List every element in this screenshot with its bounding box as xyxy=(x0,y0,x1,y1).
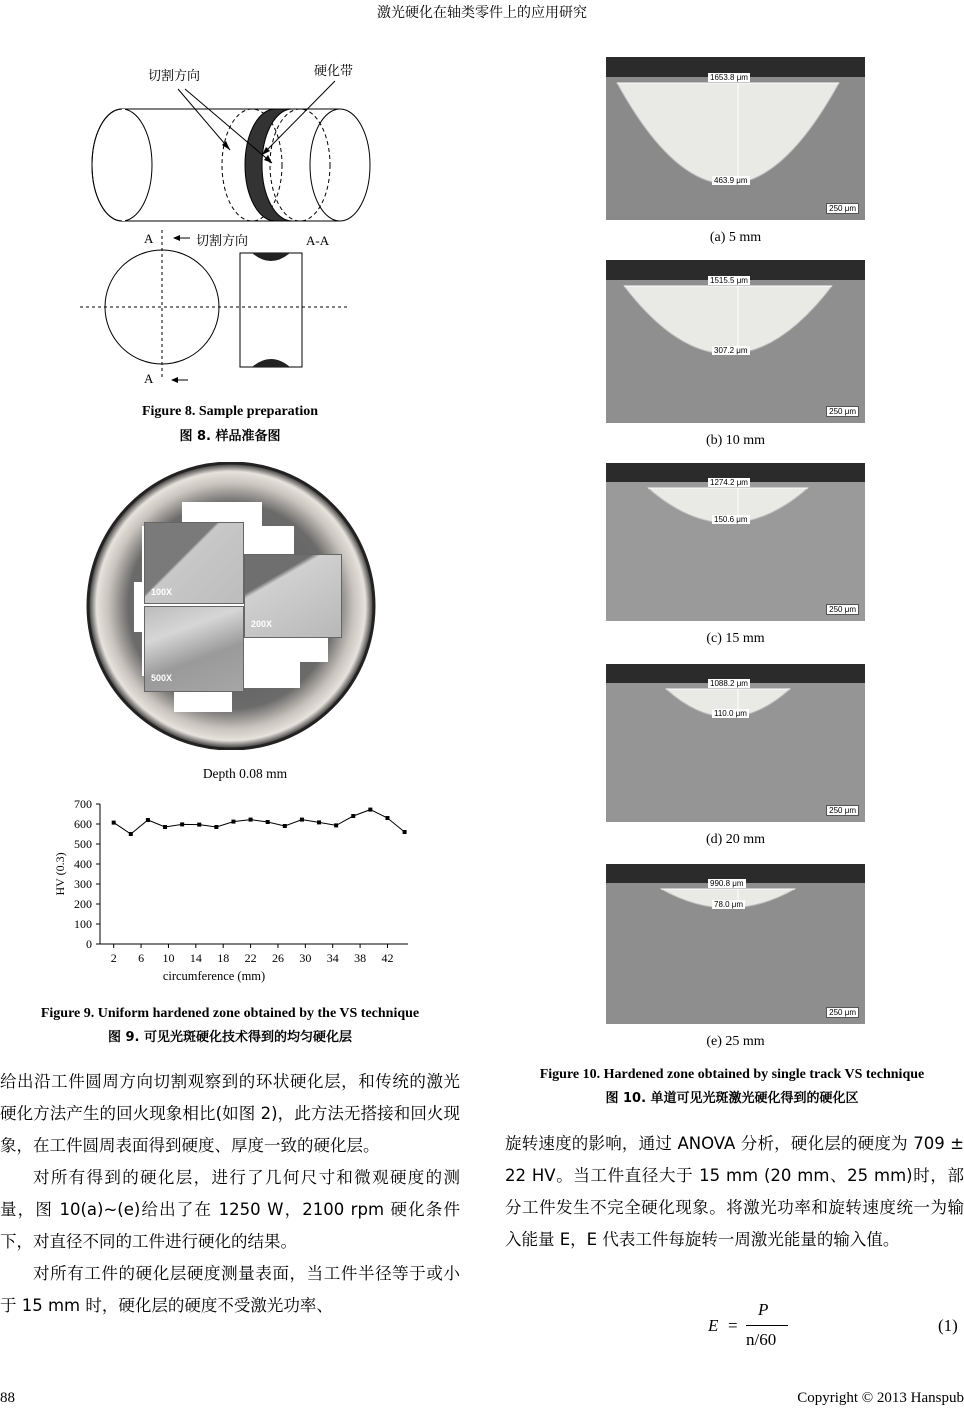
label-100x: 100X xyxy=(151,587,173,597)
y-axis-label: HV (0.3) xyxy=(53,852,67,896)
hardness-series-line xyxy=(114,810,405,834)
width-measurement: 1274.2 μm xyxy=(710,478,748,487)
y-tick-label: 0 xyxy=(86,937,92,951)
x-tick-label: 2 xyxy=(110,951,117,965)
x-tick-label: 30 xyxy=(299,951,312,965)
figure-8-caption-cn: 图 8. 样品准备图 xyxy=(179,429,281,444)
depth-measurement: 78.0 μm xyxy=(714,900,744,909)
running-header: 激光硬化在轴类零件上的应用研究 xyxy=(377,5,587,21)
y-tick-label: 200 xyxy=(74,897,92,911)
page-number: 88 xyxy=(0,1390,15,1406)
y-tick-label: 500 xyxy=(74,837,92,851)
panel-label: (e) 25 mm xyxy=(706,1034,765,1049)
data-point xyxy=(317,820,321,824)
y-tick-label: 100 xyxy=(74,917,92,931)
copyright: Copyright © 2013 Hanspub xyxy=(797,1390,964,1406)
x-tick-label: 34 xyxy=(326,951,339,965)
figure-9-caption-cn: 图 9. 可见光斑硬化技术得到的均匀硬化层 xyxy=(107,1030,353,1045)
data-point xyxy=(231,820,235,824)
inset-100x xyxy=(144,522,244,604)
x-axis-label: circumference (mm) xyxy=(162,969,266,983)
data-point xyxy=(351,814,355,818)
figure-8 xyxy=(70,55,390,395)
y-tick-label: 700 xyxy=(74,797,92,811)
label-hardened-band: 硬化带 xyxy=(314,64,354,79)
fraction-bar xyxy=(746,1325,788,1326)
depth-measurement: 150.6 μm xyxy=(714,515,748,524)
label-section-aa: A-A xyxy=(306,233,330,248)
inset-500x xyxy=(144,606,244,692)
data-point xyxy=(197,823,201,827)
data-point xyxy=(249,818,253,822)
scale-bar: 250 μm xyxy=(826,203,859,214)
label-cut-direction-top: 切割方向 xyxy=(148,69,201,84)
chart-title: Depth 0.08 mm xyxy=(202,766,288,781)
micrograph-panel xyxy=(606,864,865,1024)
hardness-chart xyxy=(40,790,420,990)
label-cut-direction-mid: 切割方向 xyxy=(196,234,249,249)
paragraph: 旋转速度的影响，通过 ANOVA 分析，硬化层的硬度为 709 ± 22 HV。当工件直径大于 15 mm (20 mm、25 mm)时，部分工件发生不完全硬化现象。将激光功率和旋转速度统一为输入能量 E，E 代表工件每旋转一周激光能量的输入值。 xyxy=(505,1134,964,1249)
figure-9-micrograph xyxy=(82,462,380,750)
left-column-text xyxy=(0,1066,460,1322)
micrograph-panel xyxy=(606,260,865,423)
width-measurement: 990.8 μm xyxy=(710,879,744,888)
data-point xyxy=(112,821,116,825)
scale-bar: 250 μm xyxy=(826,604,859,615)
depth-measurement: 307.2 μm xyxy=(714,346,748,355)
scale-bar: 250 μm xyxy=(826,805,859,816)
y-tick-label: 300 xyxy=(74,877,92,891)
scale-bar: 250 μm xyxy=(826,406,859,417)
width-measurement: 1653.8 μm xyxy=(710,73,748,82)
depth-measurement: 110.0 μm xyxy=(714,709,747,718)
label-a-top: A xyxy=(144,231,154,246)
data-point xyxy=(283,824,287,828)
width-measurement: 1515.5 μm xyxy=(710,276,748,285)
equation-number: (1) xyxy=(938,1316,958,1335)
equation-denominator: n/60 xyxy=(746,1330,777,1349)
data-point xyxy=(146,818,150,822)
x-tick-label: 22 xyxy=(244,951,257,965)
data-point xyxy=(403,830,407,834)
data-point xyxy=(214,825,218,829)
data-point xyxy=(180,822,184,826)
equation-numerator: P xyxy=(758,1300,769,1319)
width-measurement: 1088.2 μm xyxy=(710,679,748,688)
equation-lhs: E xyxy=(708,1316,719,1335)
data-point xyxy=(266,820,270,824)
label-200x: 200X xyxy=(251,619,273,629)
scale-bar: 250 μm xyxy=(826,1007,859,1018)
data-point xyxy=(163,825,167,829)
x-tick-label: 14 xyxy=(189,951,202,965)
inset-200x xyxy=(244,554,342,638)
label-a-bottom: A xyxy=(144,371,154,386)
x-tick-label: 26 xyxy=(271,951,284,965)
paragraph: 对所有工件的硬化层硬度测量表面，当工件半径等于或小于 15 mm 时，硬化层的硬度不受激光功率、 xyxy=(0,1264,460,1315)
x-tick-label: 10 xyxy=(162,951,175,965)
figure-8-caption-en: Figure 8. Sample preparation xyxy=(141,404,319,419)
x-tick-label: 18 xyxy=(217,951,230,965)
figure-9-caption-en: Figure 9. Uniform hardened zone obtained by the VS technique xyxy=(40,1006,420,1021)
y-tick-label: 400 xyxy=(74,857,92,871)
figure-10-caption-cn: 图 10. 单道可见光斑激光硬化得到的硬化区 xyxy=(605,1091,859,1106)
panel-label: (d) 20 mm xyxy=(705,832,766,847)
paragraph: 对所有得到的硬化层，进行了几何尺寸和微观硬度的测量，图 10(a)~(e)给出了在 1250 W，2100 rpm 硬化条件下，对直径不同的工件进行硬化的结果。 xyxy=(0,1168,460,1251)
sample-preparation-diagram xyxy=(70,55,390,395)
micrograph-panel xyxy=(606,664,865,822)
data-point xyxy=(129,832,133,836)
equation-equals: = xyxy=(728,1316,738,1335)
x-tick-label: 38 xyxy=(354,951,367,965)
data-point xyxy=(300,818,304,822)
x-tick-label: 42 xyxy=(381,951,394,965)
panel-label: (c) 15 mm xyxy=(706,631,765,646)
micrograph-panel xyxy=(606,463,865,621)
label-500x: 500X xyxy=(151,673,173,683)
paragraph: 给出沿工件圆周方向切割观察到的环状硬化层，和传统的激光硬化方法产生的回火现象相比(如图 2)，此方法无搭接和回火现象，在工件圆周表面得到硬度、厚度一致的硬化层。 xyxy=(0,1072,460,1155)
panel-label: (b) 10 mm xyxy=(705,433,766,448)
equation-1 xyxy=(700,1298,964,1358)
data-point xyxy=(385,816,389,820)
figure-10-caption-en: Figure 10. Hardened zone obtained by single track VS technique xyxy=(539,1067,925,1082)
y-tick-label: 600 xyxy=(74,817,92,831)
micrograph-panel xyxy=(606,57,865,220)
panel-label: (a) 5 mm xyxy=(709,230,762,245)
right-column-text xyxy=(505,1128,964,1256)
data-point xyxy=(368,808,372,812)
depth-measurement: 463.9 μm xyxy=(714,176,748,185)
data-point xyxy=(334,823,338,827)
x-tick-label: 6 xyxy=(138,951,145,965)
